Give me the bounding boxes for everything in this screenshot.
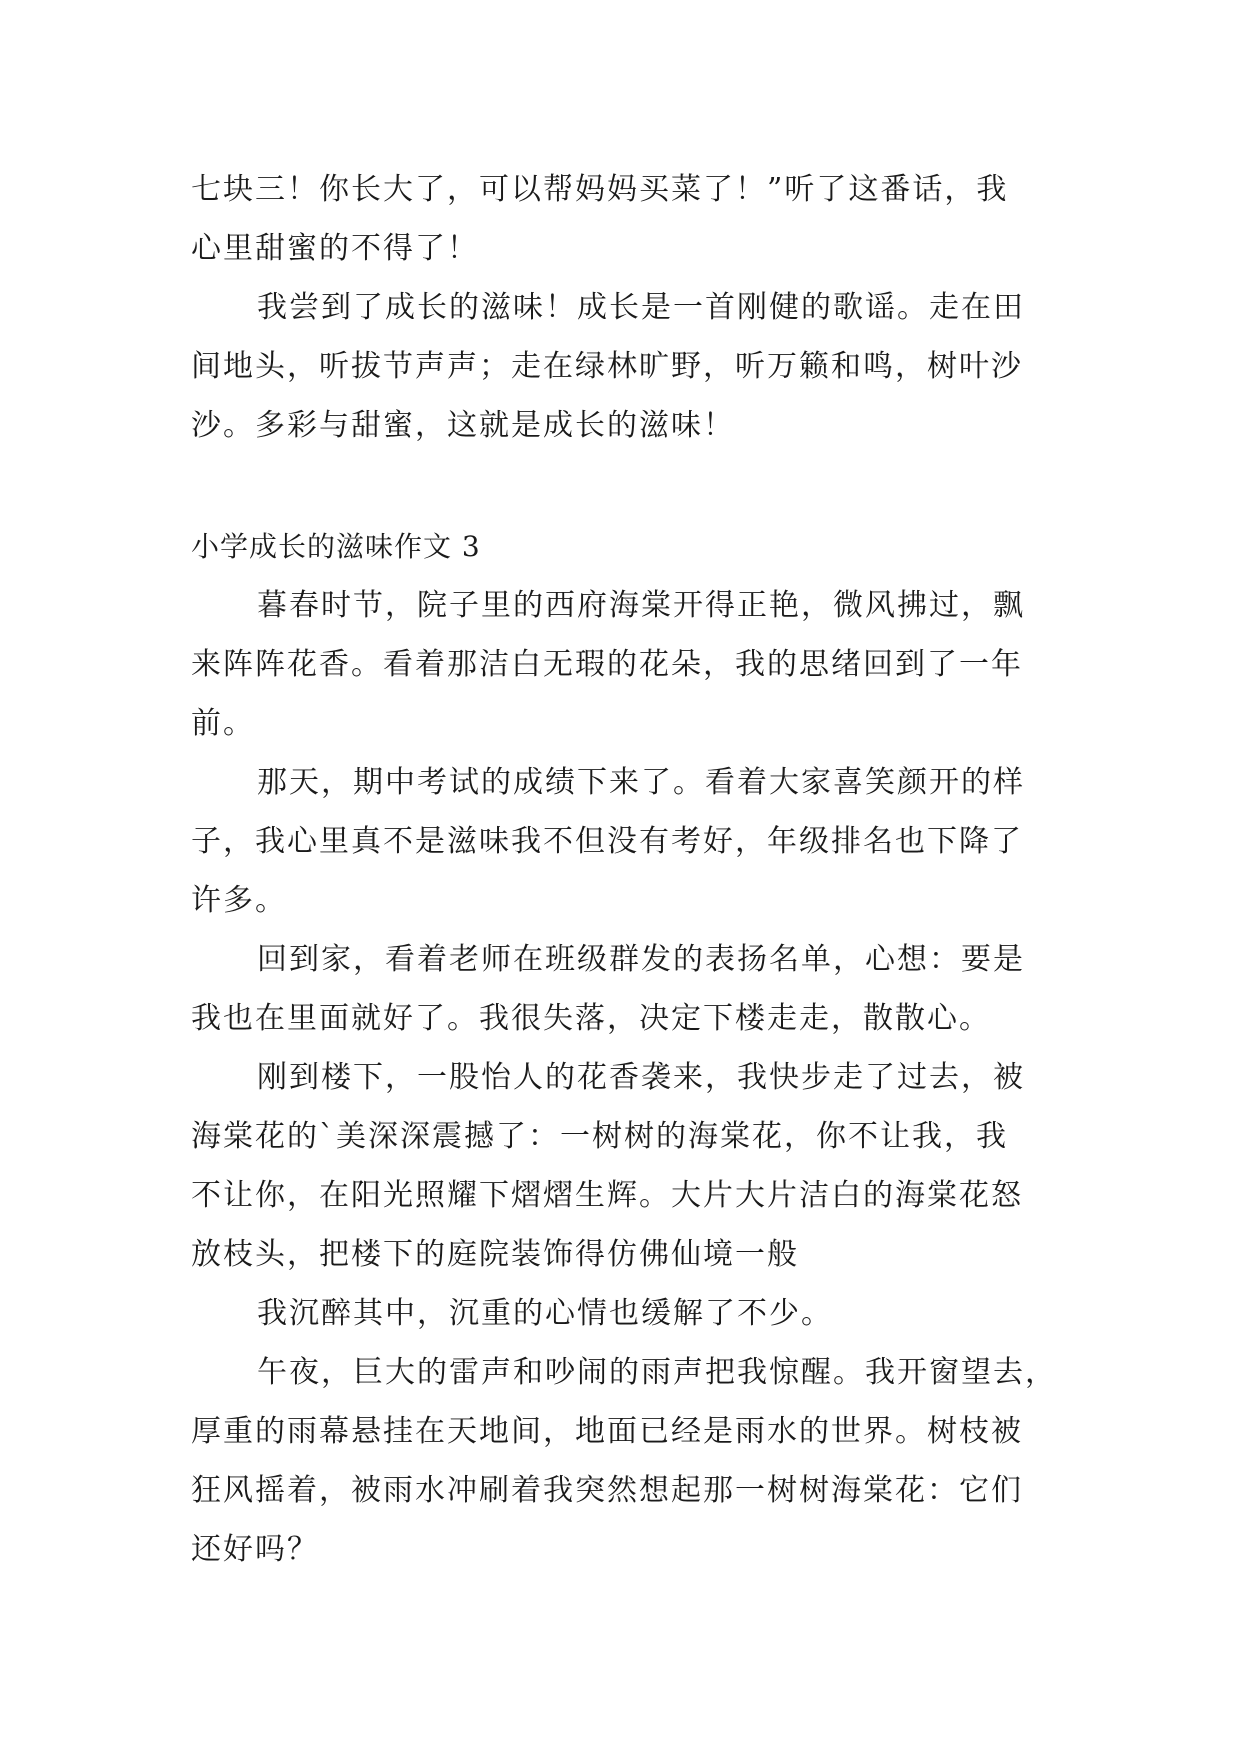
paragraph	[191, 576, 1051, 753]
text-line: 我沉醉其中，沉重的心情也缓解了不少。	[257, 1296, 833, 1331]
text-line: 不让你，在阳光照耀下熠熠生辉。大片大片洁白的海棠花怒	[191, 1178, 1023, 1213]
text-line: 厚重的雨幕悬挂在天地间，地面已经是雨水的世界。树枝被	[191, 1414, 1023, 1449]
text-line: 间地头，听拔节声声；走在绿林旷野，听万籁和鸣，树叶沙	[191, 349, 1023, 384]
text-line: 心里甜蜜的不得了！	[191, 231, 479, 266]
text-line: 还好吗？	[191, 1532, 319, 1567]
paragraph	[191, 1048, 1051, 1284]
text-line: 子，我心里真不是滋味我不但没有考好，年级排名也下降了	[191, 824, 1023, 859]
text-line: 沙。多彩与甜蜜，这就是成长的滋味！	[191, 408, 735, 443]
text-line: 我也在里面就好了。我很失落，决定下楼走走，散散心。	[191, 1001, 991, 1036]
text-line: 刚到楼下，一股怡人的花香袭来，我快步走了过去，被	[257, 1060, 1025, 1095]
paragraph	[191, 753, 1051, 930]
text-line: 海棠花的`美深深震撼了：一树树的海棠花，你不让我，我	[191, 1119, 1008, 1154]
paragraph	[191, 930, 1051, 1048]
text-line: 午夜，巨大的雷声和吵闹的雨声把我惊醒。我开窗望去，	[257, 1355, 1057, 1390]
section-title: 小学成长的滋味作文 3	[191, 530, 481, 563]
text-line: 前。	[191, 706, 255, 741]
text-line: 放枝头，把楼下的庭院装饰得仿佛仙境一般	[191, 1237, 799, 1272]
text-line: 狂风摇着，被雨水冲刷着我突然想起那一树树海棠花：它们	[191, 1473, 1023, 1508]
document-body	[191, 160, 1057, 1579]
text-line: 回到家，看着老师在班级群发的表扬名单，心想：要是	[257, 942, 1025, 977]
paragraph	[191, 1343, 1057, 1579]
paragraph-conclusion	[191, 278, 1051, 455]
text-line: 暮春时节，院子里的西府海棠开得正艳，微风拂过，飘	[257, 588, 1025, 623]
paragraph-continued	[191, 160, 1051, 278]
paragraph	[191, 1284, 1051, 1343]
text-line: 我尝到了成长的滋味！成长是一首刚健的歌谣。走在田	[257, 290, 1025, 325]
text-line: 那天，期中考试的成绩下来了。看着大家喜笑颜开的样	[257, 765, 1025, 800]
text-line: 来阵阵花香。看着那洁白无瑕的花朵，我的思绪回到了一年	[191, 647, 1023, 682]
text-line: 七块三！你长大了，可以帮妈妈买菜了！”听了这番话，我	[191, 172, 1009, 207]
section-spacer	[191, 455, 1051, 517]
text-line: 许多。	[191, 883, 287, 918]
